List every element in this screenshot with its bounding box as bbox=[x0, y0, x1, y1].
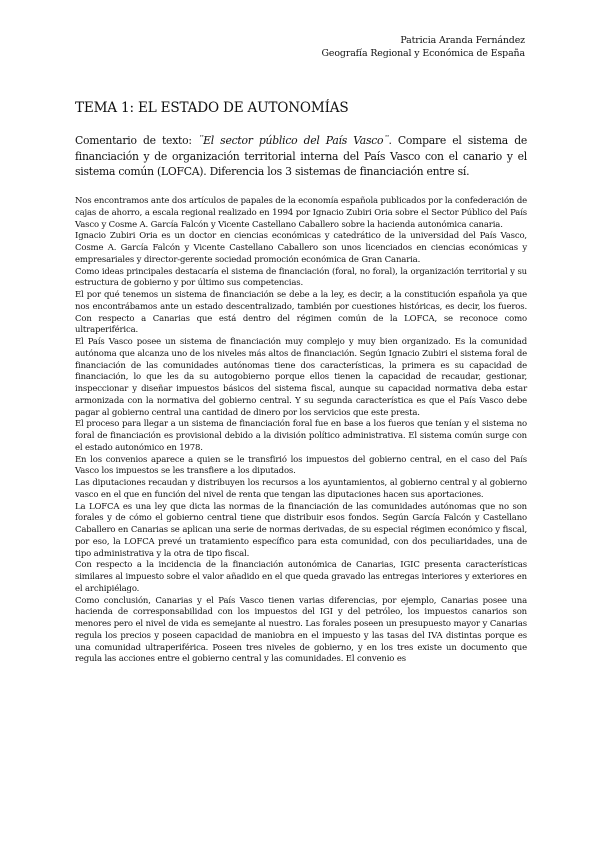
intro-work-title: ¨El sector público del País Vasco¨ bbox=[197, 134, 389, 147]
document-title: TEMA 1: EL ESTADO DE AUTONOMÍAS bbox=[75, 100, 349, 116]
intro-suffix: . Compare el sistema de financiación y de organización territorial interna del País Vasco con el canario y el sistema común (LOFCA). Diferencia los 3 sistemas de financiación entre sí. bbox=[75, 134, 528, 179]
document-body bbox=[75, 196, 527, 666]
body-paragraph: El proceso para llegar a un sistema de financiación foral fue en base a los fueros que tenían y el sistema no foral de financiación es provisional debido a la división político administrativa. El sistema común surge con el estado autonómico en 1978. bbox=[75, 419, 527, 453]
body-paragraph: El País Vasco posee un sistema de financiación muy complejo y muy bien organizado. Es la comunidad autónoma que alcanza uno de los niveles más altos de financiación. Según Ignacio Zubiri el sistema foral de financiación de las comunidades autónomas tiene dos características, la primera es su capacidad de financiación, lo que les da su autogobierno porque ellos tienen la capacidad de recaudar, gestionar, inspeccionar y diseñar impuestos básicos del sistema fiscal, aunque su capacidad normativa deba estar armonizada con la normativa del gobierno central. Y su segunda característica es que el País Vasco debe pagar al gobierno central una cantidad de dinero por los servicios que este presta. bbox=[75, 337, 527, 418]
course-name: Geografía Regional y Económica de España bbox=[321, 48, 525, 59]
body-paragraph: El por qué tenemos un sistema de financiación se debe a la ley, es decir, a la constitución española ya que nos encontrábamos ante un estado descentralizado, también por cuestiones históricas, es decir, los fueros. Con respecto a Canarias que está dentro del régimen común de la LOFCA, se reconoce como ultraperiférica. bbox=[75, 290, 527, 336]
body-paragraph: Como ideas principales destacaría el sistema de financiación (foral, no foral), la organización territorial y su estructura de gobierno y por último sus competencias. bbox=[75, 266, 527, 289]
body-paragraph: Como conclusión, Canarias y el País Vasco tienen varias diferencias, por ejemplo, Canarias posee una hacienda de corresponsabilidad con los impuestos del IGI y del petróleo, los impuestos canarios son menores pero el nivel de vida es semejante al nuestro. Las forales poseen un presupuesto mayor y Canarias regula los precios y poseen capacidad de maniobra en el impuesto y las tasas del IVA distintas porque es una comunidad ultraperiférica. Poseen tres niveles de gobierno, y en los tres existe un documento que regula las acciones entre el gobierno central y las comunidades. El convenio es bbox=[75, 595, 527, 665]
body-paragraph: Nos encontramos ante dos artículos de papales de la economía española publicados por la confederación de cajas de ahorro, a escala regional realizado en 1994 por Ignacio Zubiri Oria sobre el Sector Público del País Vasco y Cosme A. García Falcón y Vicente Castellano Caballero sobre la hacienda autonómica canaria. bbox=[75, 196, 527, 230]
body-paragraph: Ignacio Zubiri Oria es un doctor en ciencias económicas y catedrático de la universidad del País Vasco, Cosme A. García Falcón y Vicente Castellano Caballero son unos licenciados en ciencias económicas y empresariales y director-gerente sociedad promoción económica de Gran Canaria. bbox=[75, 231, 527, 265]
body-paragraph: Las diputaciones recaudan y distribuyen los recursos a los ayuntamientos, al gobierno central y al gobierno vasco en el que en función del nivel de renta que tengan las diputaciones hacen sus aportaciones. bbox=[75, 478, 527, 500]
intro-prefix: Comentario de texto: bbox=[75, 134, 198, 147]
body-paragraph: La LOFCA es una ley que dicta las normas de la financiación de las comunidades autónomas que no son forales y de cómo el gobierno central tiene que distribuir esos fondos. Según García Falcón y Castellano Caballero en Canarias se aplican una serie de normas derivadas, de su especial régimen económico y fiscal, por eso, la LOFCA prevé un tratamiento específico para esta comunidad, con dos peculiaridades, una de tipo administrativa y la otra de tipo fiscal. bbox=[75, 501, 527, 559]
body-paragraph: En los convenios aparece a quien se le transfirió los impuestos del gobierno central, en el caso del País Vasco los impuestos se les transfiere a los diputados. bbox=[75, 454, 527, 477]
author-name: Patricia Aranda Fernández bbox=[400, 35, 525, 46]
assignment-statement bbox=[75, 133, 527, 180]
page-header bbox=[322, 34, 525, 60]
body-paragraph: Con respecto a la incidencia de la financiación autonómica de Canarias, IGIC presenta características similares al impuesto sobre el valor añadido en el que queda gravado las entregas interiores y exteriores en el archipiélago. bbox=[75, 560, 527, 594]
